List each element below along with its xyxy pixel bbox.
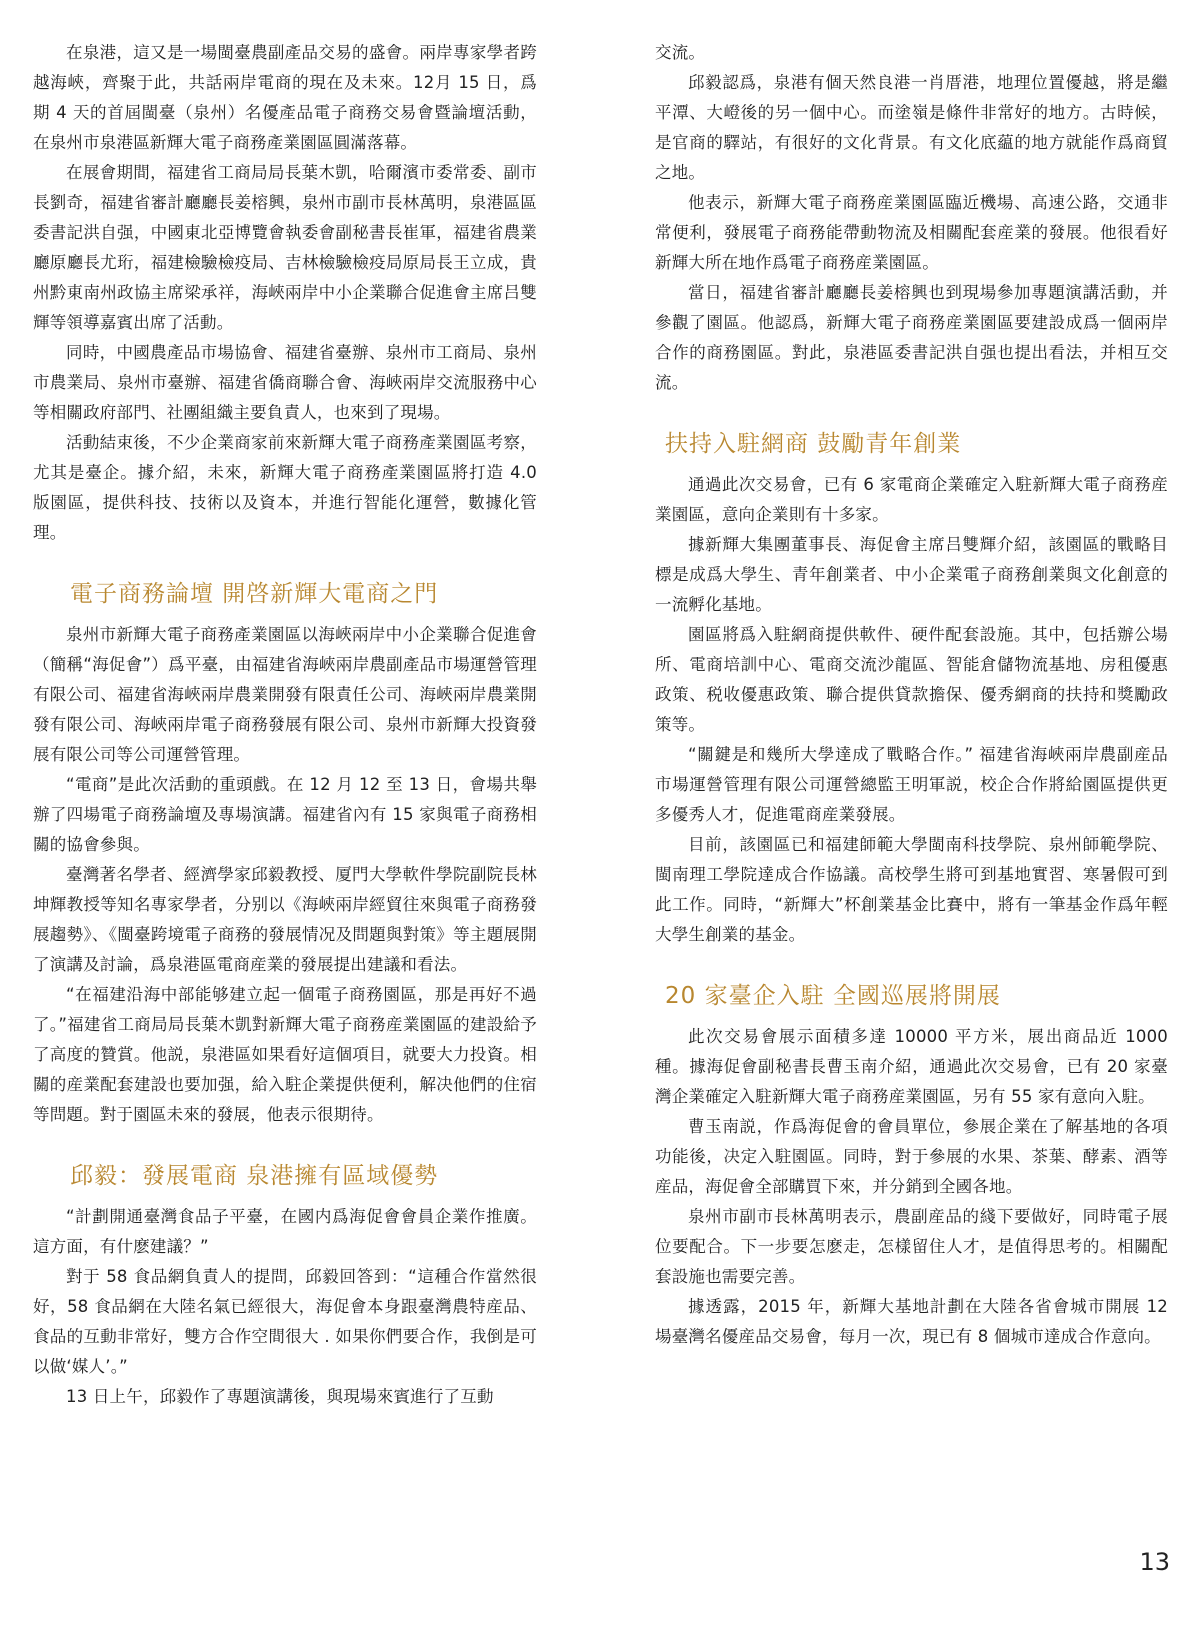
- page-number: 13: [1139, 1548, 1170, 1576]
- article-paragraph: 曹玉南説，作爲海促會的會員單位，參展企業在了解基地的各項功能後，决定入駐園區。同時，對于參展的水果、茶葉、酵素、酒等産品，海促會全部購買下來，并分銷到全國各地。: [655, 1117, 1168, 1196]
- article-paragraph: 在泉港，這又是一場閩臺農副產品交易的盛會。兩岸專家學者跨越海峽，齊聚于此，共話兩岸電商的現在及未來。12月 15 日，爲期 4 天的首屆閩臺（泉州）名優產品電子商務交易會暨論壇活動，在泉州市泉港區新輝大電子商務產業園區圓滿落幕。: [33, 43, 537, 152]
- article-paragraph: 交流。: [655, 43, 706, 62]
- article-paragraph: 對于 58 食品網負責人的提問，邱毅回答到：“這種合作當然很好，58 食品網在大陸名氣已經很大，海促會本身跟臺灣農特産品、食品的互動非常好，雙方合作空間很大 . 如果你們要合作，我倒是可以做‘媒人’。”: [33, 1267, 537, 1376]
- article-paragraph: 同時，中國農產品市場協會、福建省臺辦、泉州市工商局、泉州市農業局、泉州市臺辦、福建省僑商聯合會、海峽兩岸交流服務中心等相關政府部門、社團組織主要負責人，也來到了現場。: [33, 343, 537, 422]
- article-paragraph: 園區將爲入駐網商提供軟件、硬件配套設施。其中，包括辦公場所、電商培訓中心、電商交流沙龍區、智能倉儲物流基地、房租優惠政策、税收優惠政策、聯合提供貸款擔保、優秀網商的扶持和獎勵政策等。: [655, 625, 1168, 734]
- article-paragraph: “關鍵是和幾所大學達成了戰略合作。” 福建省海峽兩岸農副産品市場運營管理有限公司運營總監王明軍説，校企合作將給園區提供更多優秀人才，促進電商産業發展。: [655, 745, 1168, 824]
- section-heading: 邱毅：發展電商 泉港擁有區域優勢: [70, 1163, 439, 1189]
- article-paragraph: 邱毅認爲，泉港有個天然良港一肖厝港，地理位置優越，將是繼平潭、大嶝後的另一個中心。而塗嶺是條件非常好的地方。古時候，是官商的驛站，有很好的文化背景。有文化底藴的地方就能作爲商貿之地。: [655, 73, 1168, 182]
- article-paragraph: 目前，該園區已和福建師範大學閩南科技學院、泉州師範學院、閩南理工學院達成合作協議。高校學生將可到基地實習、寒暑假可到此工作。同時，“新輝大”杯創業基金比賽中，將有一筆基金作爲年輕大學生創業的基金。: [655, 835, 1168, 944]
- article-paragraph: 當日，福建省審計廳廳長姜榕興也到現場參加專題演講活動，并參觀了園區。他認爲，新輝大電子商務産業園區要建設成爲一個兩岸合作的商務園區。對此，泉港區委書記洪自强也提出看法，并相互交流。: [655, 283, 1168, 392]
- left-column: [33, 38, 537, 1412]
- article-paragraph: “電商”是此次活動的重頭戲。在 12 月 12 至 13 日，會場共舉辦了四場電子商務論壇及專場演講。福建省內有 15 家與電子商務相關的協會參與。: [33, 775, 537, 854]
- section-heading: 扶持入駐網商 鼓勵青年創業: [665, 431, 962, 457]
- article-paragraph: “在福建沿海中部能够建立起一個電子商務園區，那是再好不過了。”福建省工商局局長葉木凱對新輝大電子商務産業園區的建設給予了高度的贊賞。他説，泉港區如果看好這個項目，就要大力投資。相關的産業配套建設也要加强，給入駐企業提供便利，解决他們的住宿等問題。對于園區未來的發展，他表示很期待。: [33, 985, 537, 1124]
- article-paragraph: 泉州市新輝大電子商務產業園區以海峽兩岸中小企業聯合促進會（簡稱“海促會”）爲平臺，由福建省海峽兩岸農副產品市場運營管理有限公司、福建省海峽兩岸農業開發有限責任公司、海峽兩岸農業開發有限公司、海峽兩岸電子商務發展有限公司、泉州市新輝大投資發展有限公司等公司運營管理。: [33, 625, 537, 764]
- article-paragraph: 他表示，新輝大電子商務産業園區臨近機場、高速公路，交通非常便利，發展電子商務能帶動物流及相關配套産業的發展。他很看好新輝大所在地作爲電子商務産業園區。: [655, 193, 1168, 272]
- article-paragraph: 在展會期間，福建省工商局局長葉木凱，哈爾濱市委常委、副市長劉奇，福建省審計廳廳長姜榕興，泉州市副市長林萬明，泉港區區委書記洪自强，中國東北亞博覽會執委會副秘書長崔軍，福建省農業廳原廳長尤珩，福建檢驗檢疫局、吉林檢驗檢疫局原局長王立成，貴州黔東南州政協主席梁承祥，海峽兩岸中小企業聯合促進會主席吕雙輝等領導嘉賓出席了活動。: [33, 163, 537, 332]
- right-column: [655, 38, 1168, 1352]
- article-paragraph: 據透露，2015 年，新輝大基地計劃在大陸各省會城市開展 12 場臺灣名優産品交易會，每月一次，現已有 8 個城市達成合作意向。: [655, 1297, 1168, 1346]
- article-paragraph: 泉州市副市長林萬明表示，農副産品的綫下要做好，同時電子展位要配合。下一步要怎麽走，怎樣留住人才，是值得思考的。相關配套設施也需要完善。: [655, 1207, 1168, 1286]
- section-heading: 20 家臺企入駐 全國巡展將開展: [665, 983, 1001, 1009]
- article-paragraph: 臺灣著名學者、經濟學家邱毅教授、厦門大學軟件學院副院長林坤輝教授等知名專家學者，分别以《海峽兩岸經貿往來與電子商務發展趨勢》、《閩臺跨境電子商務的發展情况及問題與對策》等主題展開了演講及討論，爲泉港區電商産業的發展提出建議和看法。: [33, 865, 537, 974]
- article-paragraph: 13 日上午，邱毅作了專題演講後，與現場來賓進行了互動: [66, 1387, 494, 1406]
- article-paragraph: 通過此次交易會，已有 6 家電商企業確定入駐新輝大電子商務産業園區，意向企業則有十多家。: [655, 475, 1168, 524]
- article-paragraph: “計劃開通臺灣食品子平臺，在國内爲海促會會員企業作推廣。這方面，有什麽建議？”: [33, 1207, 537, 1256]
- article-paragraph: 活動結束後，不少企業商家前來新輝大電子商務產業園區考察，尤其是臺企。據介紹，未來，新輝大電子商務產業園區將打造 4.0 版園區，提供科技、技術以及資本，并進行智能化運營，數據化管理。: [33, 433, 537, 542]
- article-paragraph: 據新輝大集團董事長、海促會主席吕雙輝介紹，該園區的戰略目標是成爲大學生、青年創業者、中小企業電子商務創業與文化創意的一流孵化基地。: [655, 535, 1168, 614]
- article-paragraph: 此次交易會展示面積多達 10000 平方米，展出商品近 1000 種。據海促會副秘書長曹玉南介紹，通過此次交易會，已有 20 家臺灣企業確定入駐新輝大電子商務産業園區，另有 55 家有意向入駐。: [655, 1027, 1168, 1106]
- section-heading: 電子商務論壇 開啓新輝大電商之門: [70, 581, 439, 607]
